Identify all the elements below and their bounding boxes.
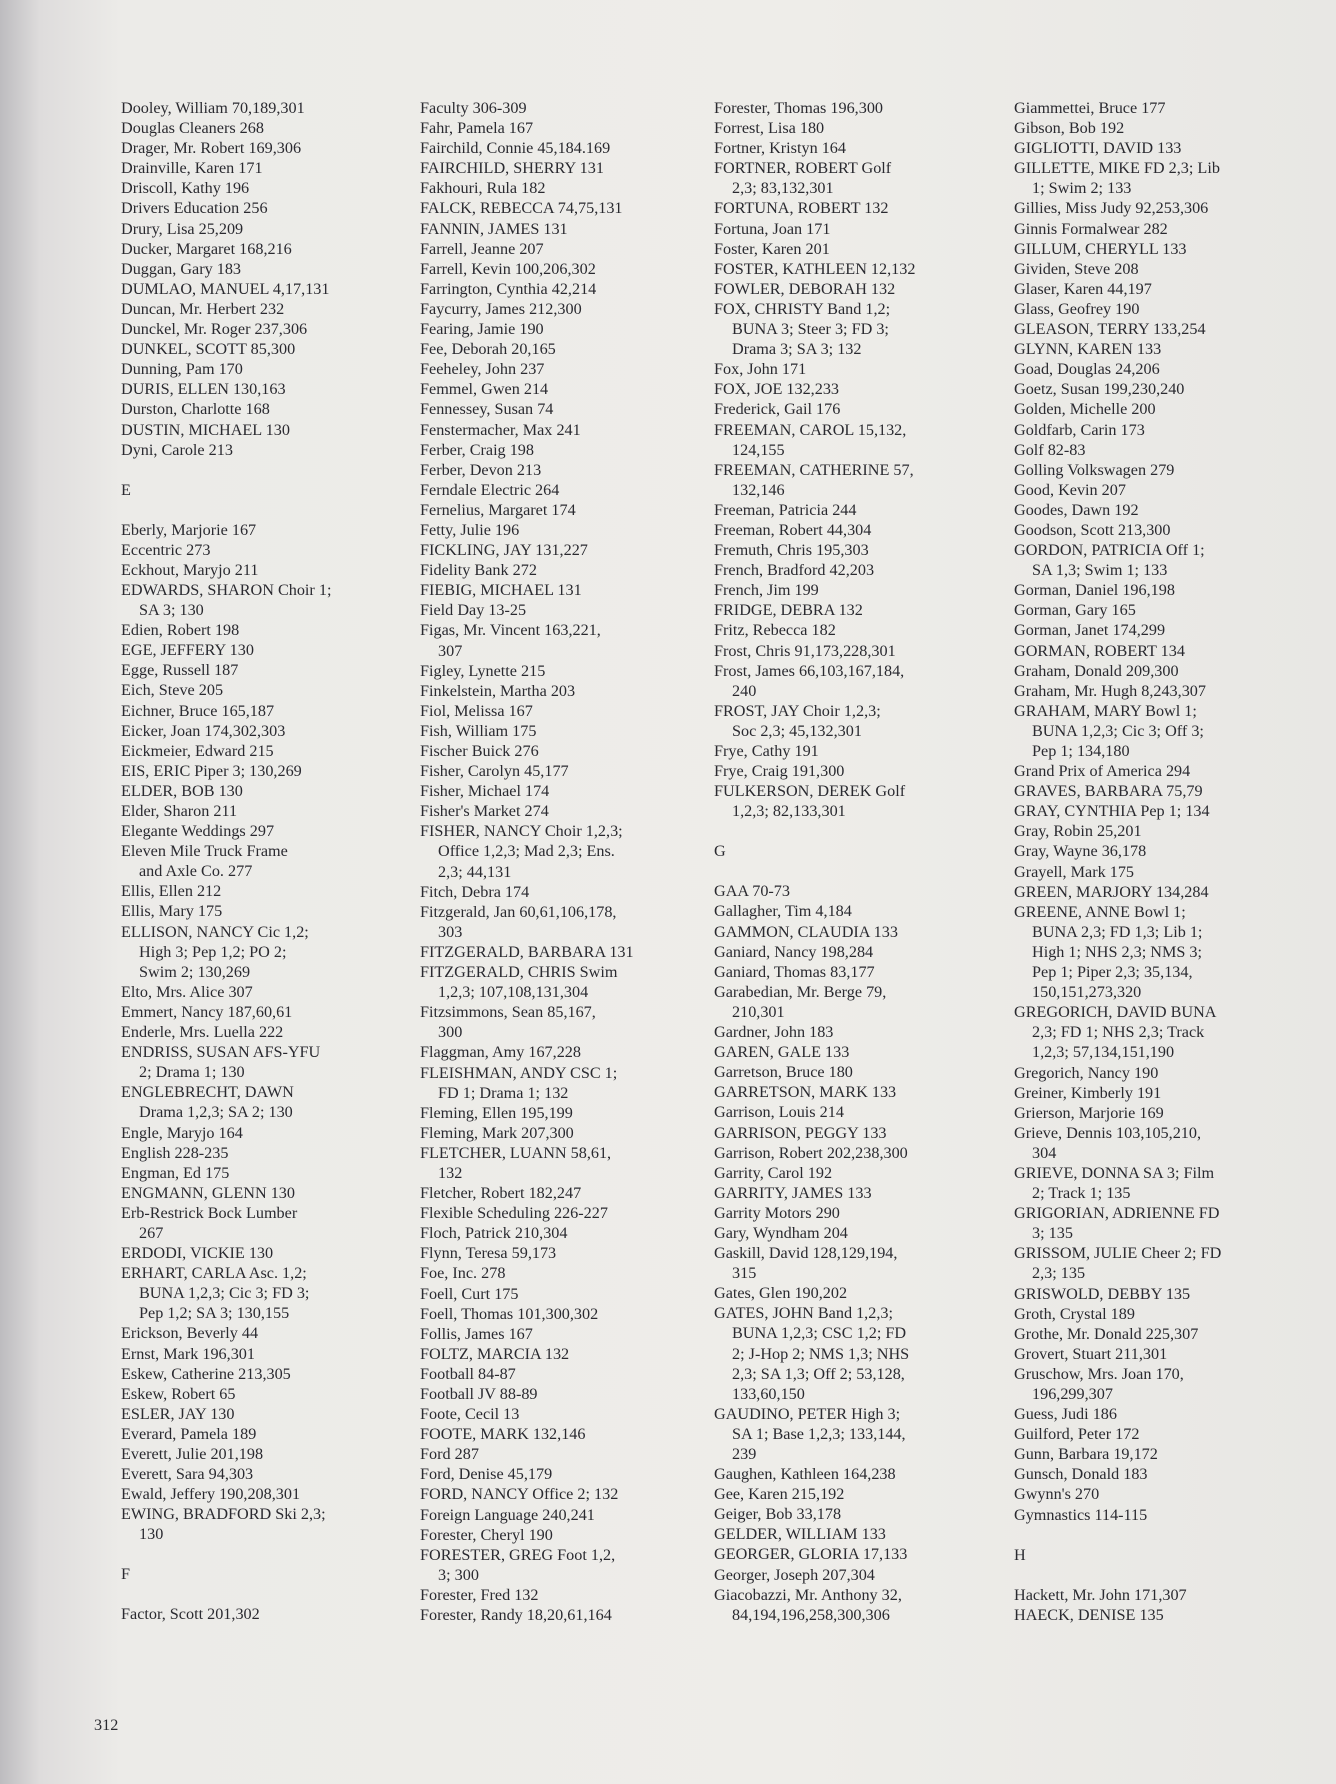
index-entry: Gee, Karen 215,192 xyxy=(714,1485,845,1504)
index-entry: Fee, Deborah 20,165 xyxy=(420,340,556,359)
index-entry: Ginnis Formalwear 282 xyxy=(1014,219,1168,238)
index-entry: Fleming, Mark 207,300 xyxy=(420,1123,574,1142)
index-entry: Garrison, Louis 214 xyxy=(714,1103,844,1122)
index-entry: Flaggman, Amy 167,228 xyxy=(420,1043,581,1062)
index-entry: Foote, Cecil 13 xyxy=(420,1405,520,1424)
index-entry: Gymnastics 114-115 xyxy=(1014,1505,1148,1524)
index-entry: Gwynn's 270 xyxy=(1014,1485,1100,1504)
index-entry: FANNIN, JAMES 131 xyxy=(420,219,568,238)
index-entry: Erb-Restrick Bock Lumber 267 xyxy=(121,1203,298,1242)
index-entry: Field Day 13-25 xyxy=(420,601,527,620)
index-entry: Gillies, Miss Judy 92,253,306 xyxy=(1014,199,1209,218)
index-entry: FALCK, REBECCA 74,75,131 xyxy=(420,199,623,218)
index-entry: Eccentric 273 xyxy=(121,540,211,559)
index-entry: Giammettei, Bruce 177 xyxy=(1014,99,1166,117)
index-entry: Golf 82-83 xyxy=(1014,440,1086,459)
index-entry: Figley, Lynette 215 xyxy=(420,661,546,680)
index-entry: Figas, Mr. Vincent 163,221, 307 xyxy=(420,621,601,660)
index-entry: FORTUNA, ROBERT 132 xyxy=(714,199,889,218)
index-entry: Freeman, Robert 44,304 xyxy=(714,520,872,539)
index-entry: EIS, ERIC Piper 3; 130,269 xyxy=(121,761,302,780)
index-entry: Gaughen, Kathleen 164,238 xyxy=(714,1465,896,1484)
index-entry: GAA 70-73 xyxy=(714,882,790,901)
index-entry: Hackett, Mr. John 171,307 xyxy=(1014,1585,1187,1604)
index-entry: GIGLIOTTI, DAVID 133 xyxy=(1014,139,1182,158)
index-entry: Elegante Weddings 297 xyxy=(121,822,275,841)
index-entry: Fleming, Ellen 195,199 xyxy=(420,1103,573,1122)
index-entry: Gorman, Daniel 196,198 xyxy=(1014,581,1175,600)
index-entry: Feeheley, John 237 xyxy=(420,360,545,379)
index-entry: GRIGORIAN, ADRIENNE FD 3; 135 xyxy=(1014,1204,1220,1243)
section-letter: H xyxy=(1014,1545,1026,1564)
index-entry: Frye, Craig 191,300 xyxy=(714,762,845,781)
index-entry: Femmel, Gwen 214 xyxy=(420,380,549,399)
index-entry: Fortuna, Joan 171 xyxy=(714,219,831,238)
index-entry: Eberly, Marjorie 167 xyxy=(121,520,257,539)
index-entry: Ford, Denise 45,179 xyxy=(420,1465,553,1484)
index-entry: GAUDINO, PETER High 3; SA 1; Base 1,2,3; 133,144, 239 xyxy=(714,1404,906,1463)
index-entry: Faculty 306-309 xyxy=(420,99,527,117)
index-entry: Durston, Charlotte 168 xyxy=(121,400,270,419)
index-entry: Gorman, Gary 165 xyxy=(1014,601,1136,620)
index-entry: Fitch, Debra 174 xyxy=(420,882,530,901)
index-entry: FITZGERALD, CHRIS Swim 1,2,3; 107,108,131,304 xyxy=(420,963,618,1002)
index-entry: Duggan, Gary 183 xyxy=(121,259,242,278)
page-number: 312 xyxy=(94,1716,119,1734)
index-entry: Guess, Judi 186 xyxy=(1014,1405,1117,1424)
index-entry: GEORGER, GLORIA 17,133 xyxy=(714,1545,908,1564)
index-entry: Fenstermacher, Max 241 xyxy=(420,420,581,439)
index-entry: Groth, Crystal 189 xyxy=(1014,1304,1135,1323)
index-entry: Greiner, Kimberly 191 xyxy=(1014,1083,1162,1102)
index-entry: Faycurry, James 212,300 xyxy=(420,299,582,318)
index-entry: Flynn, Teresa 59,173 xyxy=(420,1244,557,1263)
index-entry: Dyni, Carole 213 xyxy=(121,440,233,459)
index-entry: Football 84-87 xyxy=(420,1364,516,1383)
index-entry: Dunckel, Mr. Roger 237,306 xyxy=(121,320,308,339)
index-column-2 xyxy=(420,98,720,1625)
index-entry: EDWARDS, SHARON Choir 1; SA 3; 130 xyxy=(121,580,332,620)
index-entry: Goodson, Scott 213,300 xyxy=(1014,520,1171,539)
index-entry: GREGORICH, DAVID BUNA 2,3; FD 1; NHS 2,3; Track 1,2,3; 57,134,151,190 xyxy=(1014,1003,1217,1062)
index-entry: GORDON, PATRICIA Off 1; SA 1,3; Swim 1; 133 xyxy=(1014,541,1205,580)
index-entry: DUNKEL, SCOTT 85,300 xyxy=(121,340,296,359)
index-entry: Forester, Thomas 196,300 xyxy=(714,99,884,117)
index-entry: ENDRISS, SUSAN AFS-YFU 2; Drama 1; 130 xyxy=(121,1043,321,1082)
index-entry: GARRISON, PEGGY 133 xyxy=(714,1123,887,1142)
index-entry: Golden, Michelle 200 xyxy=(1014,400,1156,419)
index-entry: Factor, Scott 201,302 xyxy=(121,1605,260,1624)
index-entry: Eckhout, Maryjo 211 xyxy=(121,560,259,579)
index-entry: ERDODI, VICKIE 130 xyxy=(121,1244,274,1263)
index-entry: FOLTZ, MARCIA 132 xyxy=(420,1344,570,1363)
index-entry: Eicker, Joan 174,302,303 xyxy=(121,721,286,740)
index-entry: Frederick, Gail 176 xyxy=(714,400,841,419)
index-entry: FREEMAN, CAROL 15,132, 124,155 xyxy=(714,420,907,459)
index-entry: Driscoll, Kathy 196 xyxy=(121,179,250,198)
index-entry: Geiger, Bob 33,178 xyxy=(714,1505,842,1524)
index-entry: Garabedian, Mr. Berge 79, 210,301 xyxy=(714,982,887,1021)
index-entry: Forester, Randy 18,20,61,164 xyxy=(420,1606,612,1625)
index-entry: Dooley, William 70,189,301 xyxy=(121,99,305,117)
index-entry: Egge, Russell 187 xyxy=(121,661,239,680)
index-entry: Eichner, Bruce 165,187 xyxy=(121,701,275,720)
index-entry: Douglas Cleaners 268 xyxy=(121,119,264,138)
index-entry: Fox, John 171 xyxy=(714,360,807,379)
index-entry: Fischer Buick 276 xyxy=(420,742,539,760)
index-entry: Georger, Joseph 207,304 xyxy=(714,1565,875,1584)
index-entry: Fetty, Julie 196 xyxy=(420,520,520,539)
index-entry: Gruschow, Mrs. Joan 170, 196,299,307 xyxy=(1014,1364,1184,1403)
index-entry: Follis, James 167 xyxy=(420,1324,533,1343)
index-entry: FREEMAN, CATHERINE 57, 132,146 xyxy=(714,460,914,499)
index-entry: GRISSOM, JULIE Cheer 2; FD 2,3; 135 xyxy=(1014,1244,1222,1283)
index-entry: GRIEVE, DONNA SA 3; Film 2; Track 1; 135 xyxy=(1014,1163,1215,1203)
index-entry: FICKLING, JAY 131,227 xyxy=(420,541,588,560)
index-entry: Ganiard, Nancy 198,284 xyxy=(714,942,874,961)
index-entry: Graham, Mr. Hugh 8,243,307 xyxy=(1014,681,1206,700)
index-entry: Erickson, Beverly 44 xyxy=(121,1324,259,1343)
index-entry: Gray, Wayne 36,178 xyxy=(1014,842,1147,861)
index-entry: Forester, Cheryl 190 xyxy=(420,1525,553,1544)
index-entry: Fearing, Jamie 190 xyxy=(420,320,544,339)
index-entry: Frye, Cathy 191 xyxy=(714,742,819,760)
index-entry: Foreign Language 240,241 xyxy=(420,1505,595,1524)
index-entry: FITZGERALD, BARBARA 131 xyxy=(420,942,634,961)
index-entry: Goodes, Dawn 192 xyxy=(1014,500,1139,519)
index-entry: Grand Prix of America 294 xyxy=(1014,762,1191,781)
index-entry: GRAHAM, MARY Bowl 1; BUNA 1,2,3; Cic 3; Off 3; Pep 1; 134,180 xyxy=(1014,701,1204,760)
index-entry: GORMAN, ROBERT 134 xyxy=(1014,641,1185,660)
index-entry: Foell, Curt 175 xyxy=(420,1284,519,1303)
index-entry: Everett, Julie 201,198 xyxy=(121,1445,264,1463)
index-entry: Gardner, John 183 xyxy=(714,1023,834,1042)
index-entry: Fletcher, Robert 182,247 xyxy=(420,1184,582,1203)
index-entry: Gibson, Bob 192 xyxy=(1014,119,1125,138)
index-entry: Gray, Robin 25,201 xyxy=(1014,822,1142,841)
index-entry: Graham, Donald 209,300 xyxy=(1014,661,1179,680)
index-entry: FORTNER, ROBERT Golf 2,3; 83,132,301 xyxy=(714,159,892,198)
index-entry: GREEN, MARJORY 134,284 xyxy=(1014,882,1209,901)
index-entry: Gary, Wyndham 204 xyxy=(714,1223,848,1242)
index-entry: Eickmeier, Edward 215 xyxy=(121,741,274,760)
index-entry: Golling Volkswagen 279 xyxy=(1014,460,1175,479)
index-entry: Finkelstein, Martha 203 xyxy=(420,681,576,700)
index-entry: EGE, JEFFERY 130 xyxy=(121,641,254,660)
section-letter: F xyxy=(121,1565,131,1584)
index-entry: FIEBIG, MICHAEL 131 xyxy=(420,581,582,600)
index-entry: French, Bradford 42,203 xyxy=(714,561,875,580)
index-entry: ESLER, JAY 130 xyxy=(121,1404,235,1423)
index-entry: Garrity, Carol 192 xyxy=(714,1163,833,1182)
index-entry: Edien, Robert 198 xyxy=(121,621,240,640)
index-entry: Foe, Inc. 278 xyxy=(420,1264,506,1283)
index-entry: Gividen, Steve 208 xyxy=(1014,259,1139,278)
index-entry: FISHER, NANCY Choir 1,2,3; Office 1,2,3; Mad 2,3; Ens. 2,3; 44,131 xyxy=(420,822,623,881)
index-entry: FOOTE, MARK 132,146 xyxy=(420,1425,586,1444)
index-entry: FOX, JOE 132,233 xyxy=(714,380,840,399)
index-entry: Gallagher, Tim 4,184 xyxy=(714,902,852,921)
index-entry: Gunn, Barbara 19,172 xyxy=(1014,1445,1158,1464)
index-entry: GLEASON, TERRY 133,254 xyxy=(1014,320,1206,339)
index-entry: Enderle, Mrs. Luella 222 xyxy=(121,1023,284,1042)
index-entry: ENGLEBRECHT, DAWN Drama 1,2,3; SA 2; 130 xyxy=(121,1083,294,1122)
section-letter: E xyxy=(121,480,131,499)
index-entry: Fennessey, Susan 74 xyxy=(420,400,554,419)
index-entry: DURIS, ELLEN 130,163 xyxy=(121,380,286,399)
index-entry: GLYNN, KAREN 133 xyxy=(1014,340,1162,359)
index-entry: Fitzgerald, Jan 60,61,106,178, 303 xyxy=(420,902,617,941)
index-entry: Gaskill, David 128,129,194, 315 xyxy=(714,1244,898,1283)
index-entry: Fidelity Bank 272 xyxy=(420,561,537,580)
index-entry: Emmert, Nancy 187,60,61 xyxy=(121,1002,293,1021)
index-entry: FOX, CHRISTY Band 1,2; BUNA 3; Steer 3; FD 3; Drama 3; SA 3; 132 xyxy=(714,299,891,359)
index-entry: Freeman, Patricia 244 xyxy=(714,500,857,519)
index-entry: Glass, Geofrey 190 xyxy=(1014,299,1140,318)
index-entry: Everett, Sara 94,303 xyxy=(121,1465,254,1484)
index-entry: GARRITY, JAMES 133 xyxy=(714,1183,872,1202)
index-entry: FLETCHER, LUANN 58,61, 132 xyxy=(420,1143,612,1182)
index-entry: GAMMON, CLAUDIA 133 xyxy=(714,922,898,941)
index-entry: Fisher's Market 274 xyxy=(420,802,549,821)
index-entry: Fahr, Pamela 167 xyxy=(420,119,534,138)
index-entry: GRAY, CYNTHIA Pep 1; 134 xyxy=(1014,802,1210,821)
index-entry: ENGMANN, GLENN 130 xyxy=(121,1183,295,1202)
index-entry: Gregorich, Nancy 190 xyxy=(1014,1063,1159,1082)
index-entry: ERHART, CARLA Asc. 1,2; BUNA 1,2,3; Cic 3; FD 3; Pep 1,2; SA 3; 130,155 xyxy=(121,1264,310,1323)
index-entry: Forrest, Lisa 180 xyxy=(714,119,825,138)
index-entry: FOWLER, DEBORAH 132 xyxy=(714,279,896,298)
index-entry: Gates, Glen 190,202 xyxy=(714,1284,848,1303)
index-entry: Ernst, Mark 196,301 xyxy=(121,1344,255,1363)
index-entry: FORESTER, GREG Foot 1,2, 3; 300 xyxy=(420,1545,616,1584)
index-entry: GARRETSON, MARK 133 xyxy=(714,1083,897,1102)
index-entry: Everard, Pamela 189 xyxy=(121,1424,257,1443)
index-entry: Fisher, Carolyn 45,177 xyxy=(420,762,569,781)
index-entry: EWING, BRADFORD Ski 2,3; 130 xyxy=(121,1505,326,1544)
index-entry: Forester, Fred 132 xyxy=(420,1585,539,1604)
index-entry: Grovert, Stuart 211,301 xyxy=(1014,1344,1168,1363)
index-entry: GELDER, WILLIAM 133 xyxy=(714,1525,886,1544)
index-entry: Guilford, Peter 172 xyxy=(1014,1425,1140,1444)
index-entry: GAREN, GALE 133 xyxy=(714,1043,850,1062)
index-entry: Drivers Education 256 xyxy=(121,199,268,218)
index-entry: Floch, Patrick 210,304 xyxy=(420,1224,568,1243)
section-letter: G xyxy=(714,842,726,861)
index-entry: Foster, Karen 201 xyxy=(714,239,830,258)
index-entry: Garrison, Robert 202,238,300 xyxy=(714,1143,908,1162)
index-entry: Grayell, Mark 175 xyxy=(1014,862,1135,881)
index-entry: GILLUM, CHERYLL 133 xyxy=(1014,239,1187,258)
index-entry: Farrington, Cynthia 42,214 xyxy=(420,279,597,298)
index-entry: Duncan, Mr. Herbert 232 xyxy=(121,299,285,318)
index-entry: Good, Kevin 207 xyxy=(1014,480,1126,499)
index-entry: Eskew, Catherine 213,305 xyxy=(121,1364,291,1383)
index-entry: Foell, Thomas 101,300,302 xyxy=(420,1304,599,1323)
index-entry: Fritz, Rebecca 182 xyxy=(714,621,836,640)
index-entry: Goetz, Susan 199,230,240 xyxy=(1014,380,1185,399)
index-entry: Garretson, Bruce 180 xyxy=(714,1063,853,1082)
index-entry: DUSTIN, MICHAEL 130 xyxy=(121,420,290,439)
index-entry: Ducker, Margaret 168,216 xyxy=(121,239,292,258)
index-entry: Drury, Lisa 25,209 xyxy=(121,219,244,238)
index-entry: Fakhouri, Rula 182 xyxy=(420,179,546,198)
index-entry: GILLETTE, MIKE FD 2,3; Lib 1; Swim 2; 133 xyxy=(1014,159,1220,198)
index-entry: Fortner, Kristyn 164 xyxy=(714,139,846,158)
index-entry: Ferndale Electric 264 xyxy=(420,480,560,499)
index-entry: Ganiard, Thomas 83,177 xyxy=(714,962,875,981)
index-entry: English 228-235 xyxy=(121,1143,229,1162)
index-entry: Goad, Douglas 24,206 xyxy=(1014,360,1160,379)
index-entry: Fitzsimmons, Sean 85,167, 300 xyxy=(420,1003,596,1042)
index-entry: FULKERSON, DEREK Golf 1,2,3; 82,133,301 xyxy=(714,782,906,821)
index-entry: Fernelius, Margaret 174 xyxy=(420,500,576,519)
index-entry: DUMLAO, MANUEL 4,17,131 xyxy=(121,279,330,298)
index-entry: Ewald, Jeffery 190,208,301 xyxy=(121,1485,301,1504)
index-entry: Elto, Mrs. Alice 307 xyxy=(121,982,253,1001)
index-entry: Ferber, Craig 198 xyxy=(420,440,534,459)
index-entry: GRAVES, BARBARA 75,79 xyxy=(1014,782,1203,801)
index-entry: Giacobazzi, Mr. Anthony 32, 84,194,196,258,300,306 xyxy=(714,1585,902,1624)
index-entry: Engle, Maryjo 164 xyxy=(121,1123,243,1142)
index-entry: Football JV 88-89 xyxy=(420,1385,538,1403)
index-column-3 xyxy=(714,98,1014,1625)
index-entry: HAECK, DENISE 135 xyxy=(1014,1605,1164,1624)
index-entry: Grierson, Marjorie 169 xyxy=(1014,1103,1164,1122)
index-entry: FRIDGE, DEBRA 132 xyxy=(714,601,863,620)
index-entry: ELDER, BOB 130 xyxy=(121,781,243,800)
index-entry: Ford 287 xyxy=(420,1445,479,1464)
index-entry: ELLISON, NANCY Cic 1,2; High 3; Pep 1,2; PO 2; Swim 2; 130,269 xyxy=(121,922,309,981)
index-entry: Eleven Mile Truck Frame and Axle Co. 277 xyxy=(121,842,288,881)
index-entry: Ferber, Devon 213 xyxy=(420,460,542,479)
index-entry: Grieve, Dennis 103,105,210, 304 xyxy=(1014,1123,1202,1162)
index-entry: French, Jim 199 xyxy=(714,581,819,600)
index-entry: Frost, James 66,103,167,184, 240 xyxy=(714,661,905,700)
index-entry: Fish, William 175 xyxy=(420,721,537,740)
index-entry: GATES, JOHN Band 1,2,3; BUNA 1,2,3; CSC 1,2; FD 2; J-Hop 2; NMS 1,3; NHS 2,3; SA 1,3; Off 2; 53,128, 133,60,150 xyxy=(714,1304,910,1403)
index-entry: Elder, Sharon 211 xyxy=(121,802,238,820)
index-entry: Goldfarb, Carin 173 xyxy=(1014,420,1145,439)
index-entry: Fisher, Michael 174 xyxy=(420,782,550,801)
index-entry: GREENE, ANNE Bowl 1; BUNA 2,3; FD 1,3; Lib 1; High 1; NHS 2,3; NMS 3; Pep 1; Piper 2,3; 35,134, 150,151,273,320 xyxy=(1014,902,1203,1002)
index-entry: Eskew, Robert 65 xyxy=(121,1384,236,1403)
index-entry: Frost, Chris 91,173,228,301 xyxy=(714,641,896,660)
index-column-4 xyxy=(1014,98,1324,1625)
index-entry: Farrell, Kevin 100,206,302 xyxy=(420,259,596,278)
index-entry: Drainville, Karen 171 xyxy=(121,159,263,178)
index-entry: Gunsch, Donald 183 xyxy=(1014,1465,1148,1484)
index-entry: FROST, JAY Choir 1,2,3; Soc 2,3; 45,132,301 xyxy=(714,701,881,740)
index-entry: Gorman, Janet 174,299 xyxy=(1014,621,1166,640)
index-entry: Ellis, Mary 175 xyxy=(121,902,223,921)
index-entry: GRISWOLD, DEBBY 135 xyxy=(1014,1284,1191,1303)
index-entry: Eich, Steve 205 xyxy=(121,681,224,700)
index-entry: Ellis, Ellen 212 xyxy=(121,882,222,901)
index-entry: FAIRCHILD, SHERRY 131 xyxy=(420,159,604,178)
index-entry: Farrell, Jeanne 207 xyxy=(420,239,544,258)
index-entry: FOSTER, KATHLEEN 12,132 xyxy=(714,259,916,278)
index-entry: Glaser, Karen 44,197 xyxy=(1014,279,1152,298)
index-entry: FORD, NANCY Office 2; 132 xyxy=(420,1485,619,1504)
index-entry: Fremuth, Chris 195,303 xyxy=(714,541,869,560)
index-entry: Fairchild, Connie 45,184.169 xyxy=(420,139,611,158)
index-entry: Fiol, Melissa 167 xyxy=(420,701,533,720)
index-entry: Engman, Ed 175 xyxy=(121,1163,230,1182)
index-entry: Garrity Motors 290 xyxy=(714,1203,840,1222)
index-entry: Grothe, Mr. Donald 225,307 xyxy=(1014,1324,1199,1343)
index-entry: FLEISHMAN, ANDY CSC 1; FD 1; Drama 1; 132 xyxy=(420,1063,618,1102)
index-column-1 xyxy=(121,98,421,1625)
index-entry: Flexible Scheduling 226-227 xyxy=(420,1204,608,1223)
index-entry: Dunning, Pam 170 xyxy=(121,360,243,379)
index-entry: Drager, Mr. Robert 169,306 xyxy=(121,139,302,158)
